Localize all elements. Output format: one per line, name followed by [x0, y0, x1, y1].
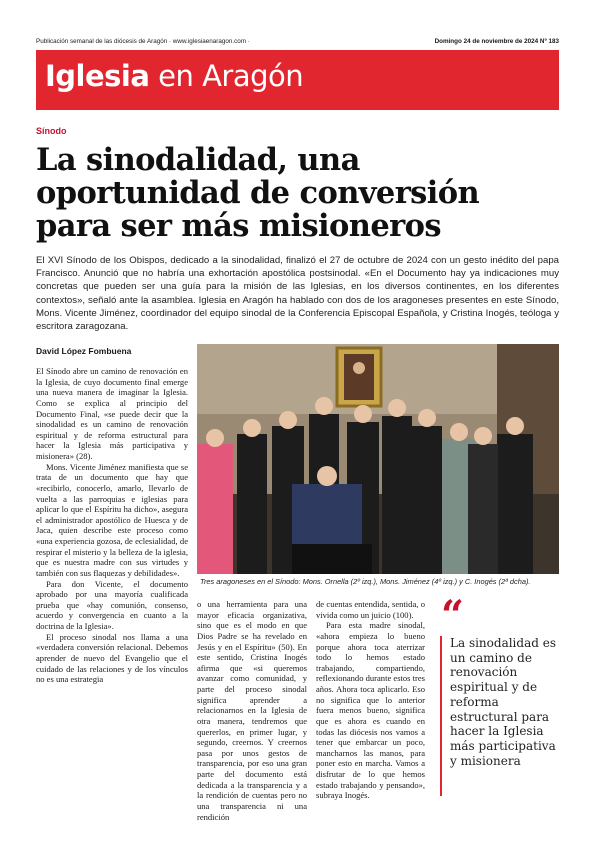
article-column-1: [36, 366, 188, 685]
brand-bold: Iglesia: [45, 59, 150, 93]
section-label: Sínodo: [36, 126, 67, 136]
pull-quote: La sinodalidad es un camino de renovación espiritual y de reforma estructural para hacer la Iglesia más participativa y misionera: [440, 636, 562, 796]
issue-date: Domingo 24 de noviembre de 2024 Nº 183: [434, 37, 559, 45]
masthead: [36, 50, 559, 110]
paragraph: Para don Vicente, el documento aprobado por una mayoría cualificada prueba que «hay comunión, consenso, acuerdo y convergencia en cuanto a la doctrina de la Iglesia».: [36, 578, 188, 631]
article-column-3: [316, 599, 425, 801]
brand-logo[interactable]: [45, 58, 303, 94]
paragraph: de cuentas entendida, sentida, o vivida como un juicio (100).: [316, 599, 425, 620]
paragraph: El proceso sinodal nos llama a una «verdadera conversión relacional. Debemos aprender de nuevo del Evangelio que el cuidado de las relaciones y de los vínculos no es una estrategia: [36, 631, 188, 685]
top-info-line: [36, 35, 559, 47]
headline: La sinodalidad, una oportunidad de conversión para ser más misioneros: [36, 142, 480, 244]
group-photo: [197, 344, 559, 574]
paragraph: Mons. Vicente Jiménez manifiesta que se trata de un documento que hay que «recibirlo, conocerlo, amarlo, llevarlo de vuelta a las parroquias e iglesias para aplicar lo que el Espíritu ha dicho», asegura el administrador apostólico de Huesca y de Jaca, quien describe este proceso como «una experiencia gozosa, de eclesialidad, de respirar el misterio y la belleza de la iglesia, que es nuestra madre con sus virtudes y también con sus flaquezas y debilidades».: [36, 461, 188, 578]
group-photo-illustration: [197, 344, 559, 574]
brand-light: en Aragón: [149, 59, 304, 93]
photo-caption: Tres aragoneses en el Sínodo: Mons. Ornella (2º izq.), Mons. Jiménez (4º izq.) y C. Inogés (2ª dcha).: [200, 577, 531, 586]
article-column-2: [197, 599, 307, 822]
lead-paragraph: El XVI Sínodo de los Obispos, dedicado a la sinodalidad, finalizó el 27 de octubre de 2024 con un gesto inédito del papa Francisco. Anunció que no habría una exhortación apostólica postsinodal. «En el Documento hay ya indicaciones muy concretas que pueden ser una guía para la misión de las Iglesias, en los diversos continentes, en los diferentes contextos», señaló ante la asamblea. Iglesia en Aragón ha hablado con dos de los aragoneses presentes en este Sínodo, Mons. Vicente Jiménez, coordinador del equipo sinodal de la Conferencia Episcopal Española, y Cristina Inogés, teóloga y escritora zaragozana.: [36, 255, 559, 333]
quote-icon: “: [441, 592, 465, 639]
publication-note: Publicación semanal de las diócesis de Aragón · www.iglesiaenaragon.com ·: [36, 37, 250, 45]
paragraph: o una herramienta para una mayor eficacia organizativa, sino que es el modo en que Dios Padre se ha revelado en Jesús y en el Espíritu» (50). En este sentido, Cristina Inogés afirma que «si queremos avanzar como comunidad, y parte del proceso sinodal significa aprender a relacionarnos en la Iglesia de otra manera, tendremos que quererlos, en primer lugar, y segundo, creernos. Y creernos pasa por unos gestos de transparencia, por eso una gran parte del documento está dedicada a la transparencia y a la rendición de cuentas pero no una transparencia ni una rendición: [197, 599, 307, 822]
paragraph: El Sínodo abre un camino de renovación en la Iglesia, de cuyo documento final emerge una nueva manera de imaginar la Iglesia. Como se explica al principio del Documento Final, «se puede decir que la sinodalidad es un camino de renovación espiritual y de reforma estructural para hacer la Iglesia más participativa y misionera» (28).: [36, 366, 188, 461]
byline: David López Fombuena: [36, 346, 132, 356]
paragraph: Para esta madre sinodal, «ahora empieza lo bueno porque ahora toca aterrizar todo lo hemos estado trabajando, compartiendo, reflexionando durante estos tres años. Ahora toca aplicarlo. Eso no significa que lo anterior fuera menos bueno, significa que es ahora es cuando en todas las diócesis nos vamos a tener que embarcar un poco, mancharnos las manos, para poner esto en marcha. Vamos a disfrutar de lo que hemos estado trabajando y pensando», subraya Inogés.: [316, 620, 425, 801]
